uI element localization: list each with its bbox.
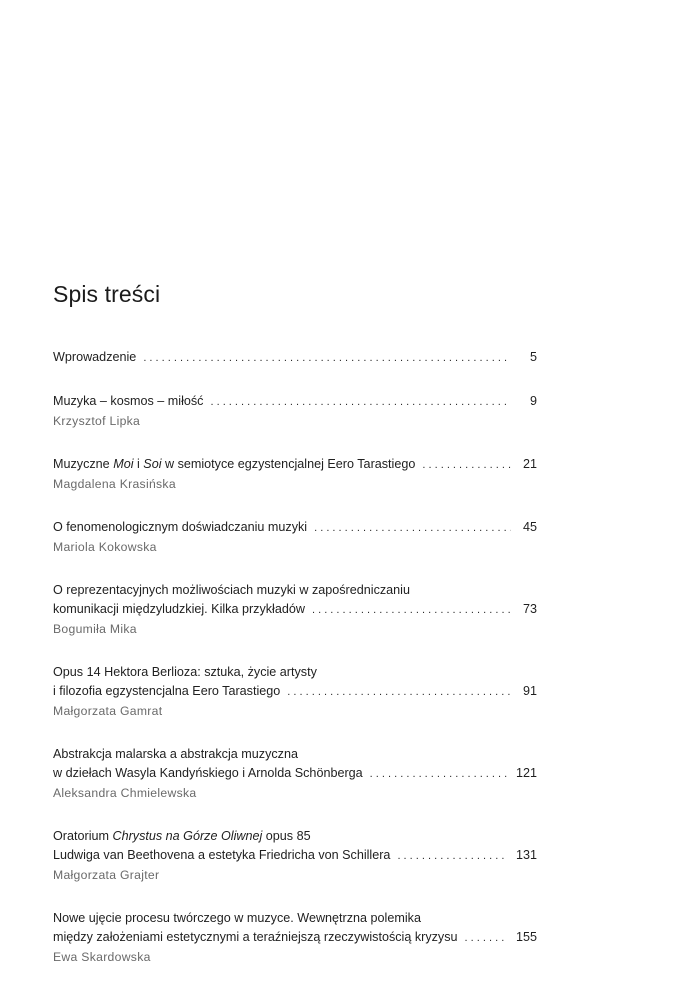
toc-entry-title-line	[53, 581, 537, 600]
toc-entry	[53, 392, 537, 431]
dot-leader	[422, 456, 511, 475]
page-number: 121	[515, 766, 537, 780]
toc-entry	[53, 745, 537, 803]
toc-entry-title	[53, 682, 280, 701]
title-segment: w semiotyce egzystencjalnej Eero Tarastiego	[161, 457, 416, 471]
toc-entry-title	[53, 518, 307, 537]
toc-entry-title	[53, 348, 136, 367]
title-segment: Nowe ujęcie procesu twórczego w muzyce. Wewnętrzna polemika	[53, 911, 421, 925]
page-number: 21	[522, 457, 537, 471]
toc-entry-title	[53, 663, 317, 682]
toc-entry-title	[53, 909, 421, 928]
toc-entry-title-line	[53, 663, 537, 682]
toc-entry-title	[53, 600, 305, 619]
italic-title-segment: Moi	[113, 457, 134, 471]
title-segment: komunikacji międzyludzkiej. Kilka przykładów	[53, 602, 305, 616]
dot-leader	[397, 847, 508, 866]
toc-entry-title-line	[53, 909, 537, 928]
italic-title-segment: Chrystus na Górze Oliwnej	[112, 829, 263, 843]
toc-entry-author: Ewa Skardowska	[53, 950, 151, 964]
title-segment: Abstrakcja malarska a abstrakcja muzyczna	[53, 747, 298, 761]
dot-leader	[465, 929, 508, 948]
toc-entry-title	[53, 846, 390, 865]
page-number: 131	[515, 848, 537, 862]
toc-entry	[53, 455, 537, 494]
title-segment: Muzyka – kosmos – miłość	[53, 394, 204, 408]
toc-entry	[53, 909, 537, 967]
toc-entry-author: Krzysztof Lipka	[53, 414, 141, 428]
title-segment: opus 85	[262, 829, 311, 843]
dot-leader	[210, 393, 511, 412]
toc-entry-title	[53, 392, 203, 411]
page-number: 5	[529, 350, 537, 364]
title-segment: Ludwiga van Beethovena a estetyka Friedricha von Schillera	[53, 848, 391, 862]
toc-entry-title	[53, 928, 458, 947]
toc-entry-title-line	[53, 745, 537, 764]
toc-entry	[53, 827, 537, 885]
toc-entry	[53, 518, 537, 557]
toc-entry-title-line	[53, 455, 537, 475]
toc-entry-title	[53, 581, 410, 600]
toc-entry-title	[53, 764, 363, 783]
title-segment: Oratorium	[53, 829, 113, 843]
toc-entry	[53, 348, 537, 368]
dot-leader	[370, 765, 508, 784]
dot-leader	[312, 601, 511, 620]
toc-entry-author: Małgorzata Gamrat	[53, 704, 163, 718]
toc-entry-title-line	[53, 600, 537, 620]
toc-entry-title-line	[53, 348, 537, 368]
title-segment: w dziełach Wasyla Kandyńskiego i Arnolda Schönberga	[53, 766, 363, 780]
toc-entry-author: Bogumiła Mika	[53, 622, 137, 636]
toc-entry-author: Magdalena Krasińska	[53, 477, 176, 491]
toc-entry-title	[53, 455, 415, 474]
page-number: 91	[522, 684, 537, 698]
table-of-contents	[53, 348, 537, 991]
dot-leader	[143, 349, 511, 368]
toc-entry-title-line	[53, 928, 537, 948]
page-title: Spis treści	[53, 281, 161, 307]
toc-entry-author: Mariola Kokowska	[53, 540, 157, 554]
toc-entry-title-line	[53, 392, 537, 412]
title-segment: i filozofia egzystencjalna Eero Tarastiego	[53, 684, 281, 698]
dot-leader	[287, 683, 511, 702]
toc-entry-title-line	[53, 518, 537, 538]
toc-entry	[53, 663, 537, 721]
toc-entry	[53, 581, 537, 639]
title-segment: Muzyczne	[53, 457, 114, 471]
toc-entry-title	[53, 745, 298, 764]
title-segment: Wprowadzenie	[53, 350, 137, 364]
title-segment: między założeniami estetycznymi a teraźniejszą rzeczywistością kryzysu	[53, 930, 458, 944]
toc-entry-author: Małgorzata Grajter	[53, 868, 160, 882]
title-segment: O fenomenologicznym doświadczaniu muzyki	[53, 520, 308, 534]
page-number: 155	[515, 930, 537, 944]
title-segment: i	[133, 457, 144, 471]
page-number: 73	[522, 602, 537, 616]
toc-entry-title	[53, 827, 311, 846]
title-segment: Opus 14 Hektora Berlioza: sztuka, życie artysty	[53, 665, 317, 679]
toc-entry-title-line	[53, 827, 537, 846]
dot-leader	[314, 519, 511, 538]
page-number: 45	[522, 520, 537, 534]
toc-entry-title-line	[53, 764, 537, 784]
toc-entry-title-line	[53, 682, 537, 702]
toc-entry-author: Aleksandra Chmielewska	[53, 786, 197, 800]
toc-entry-title-line	[53, 846, 537, 866]
page-number: 9	[529, 394, 537, 408]
italic-title-segment: Soi	[143, 457, 162, 471]
title-segment: O reprezentacyjnych możliwościach muzyki w zapośredniczaniu	[53, 583, 410, 597]
